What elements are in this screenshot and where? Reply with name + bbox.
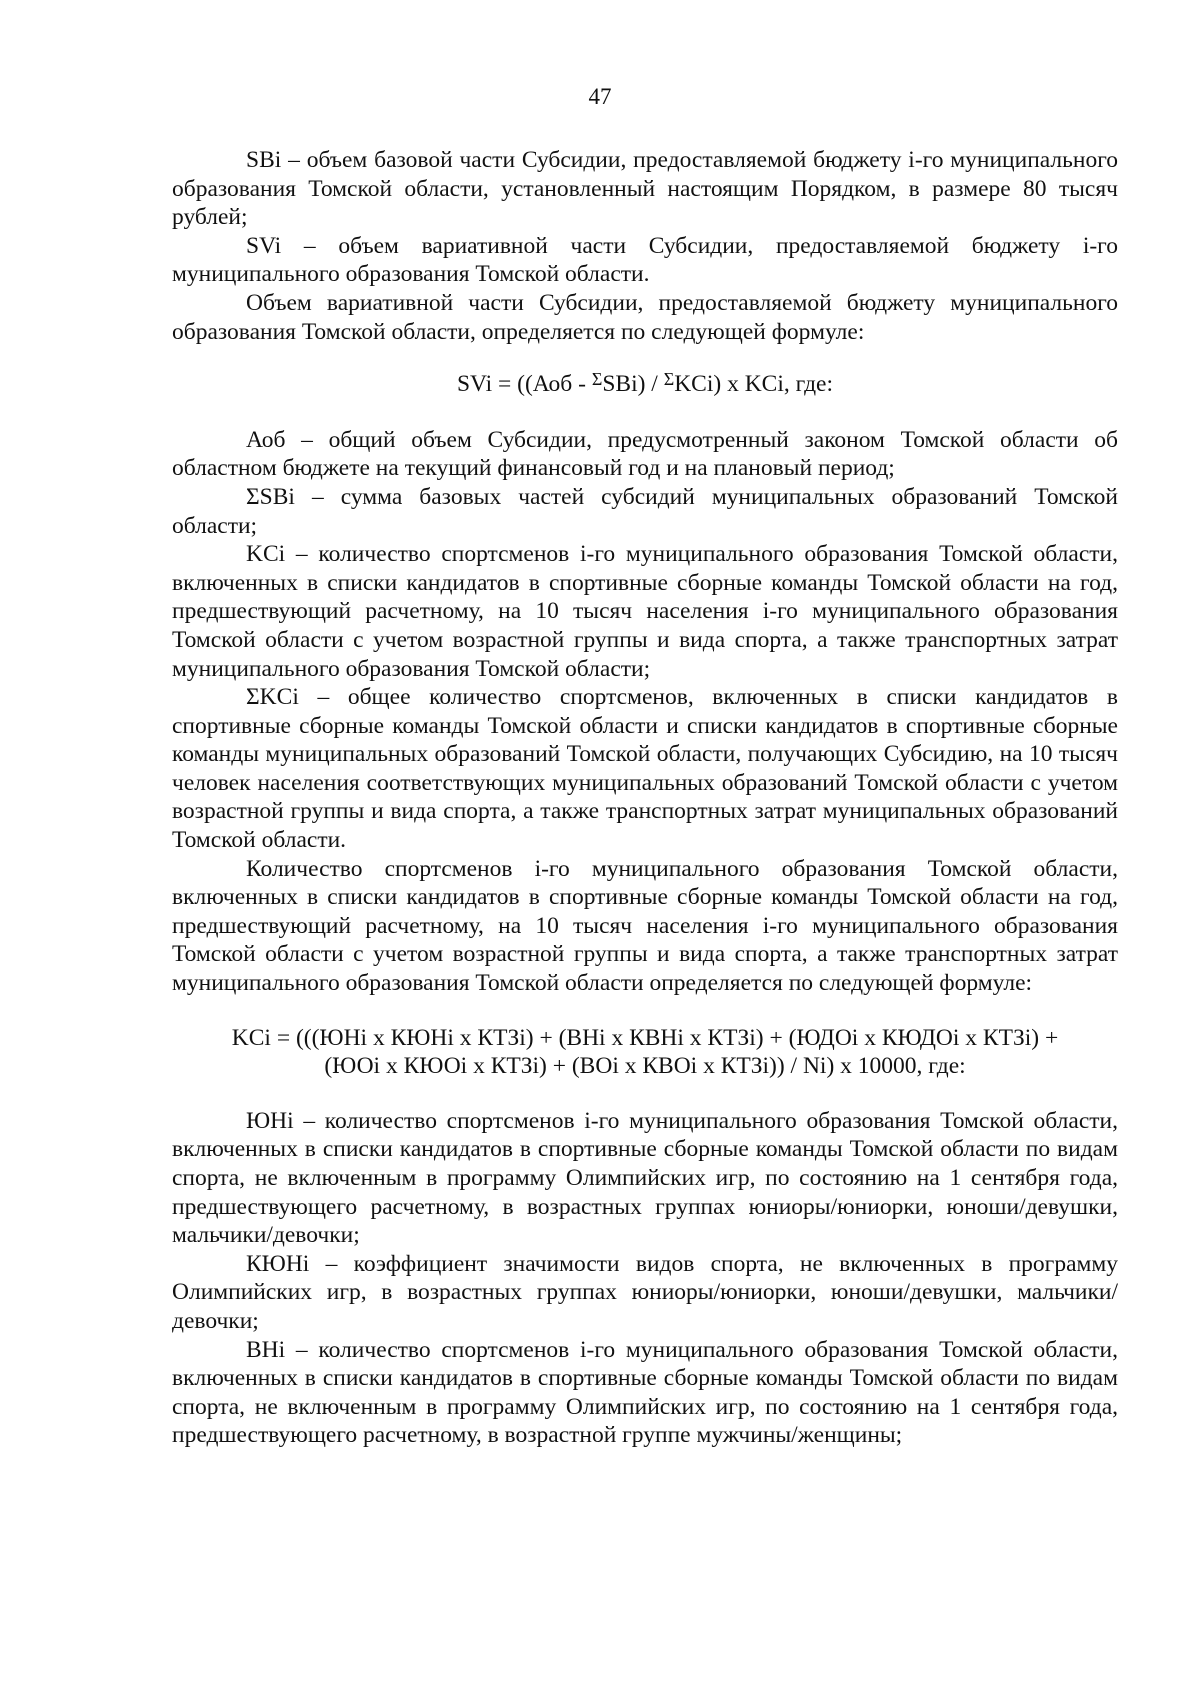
paragraph-kci-formula-intro: Количество спортсменов i-го муниципального образования Томской области, включенных в списки кандидатов в спортивные сборные команды Томской области на год, предшествующий расчетному, на 10 тысяч населения i-го муниципального образования Томской области с учетом возрастной группы и вида спорта, а также транспортных затрат муниципального образования Томской области определяется по следующей формуле: <box>172 855 1118 997</box>
document-body <box>172 146 1118 1450</box>
formula-svi-part1: SVi = ((Аоб - <box>456 371 592 398</box>
paragraph-vni-definition: ВНi – количество спортсменов i-го муниципального образования Томской области, включенных в списки кандидатов в спортивные сборные команды Томской области по видам спорта, не включенным в программу Олимпийских игр, по состоянию на 1 сентября года, предшествующего расчетному, в возрастной группе мужчины/женщины; <box>172 1336 1118 1449</box>
paragraph-aob-definition: Аоб – общий объем Субсидии, предусмотренный законом Томской области об областном бюджете на текущий финансовый год и на плановый период; <box>172 426 1118 482</box>
paragraph-svi-formula-intro: Объем вариативной части Субсидии, предоставляемой бюджету муниципального образования Томской области, определяется по следующей формуле: <box>172 289 1118 345</box>
paragraph-yuni-definition: ЮНi – количество спортсменов i-го муниципального образования Томской области, включенных в списки кандидатов в спортивные сборные команды Томской области по видам спорта, не включенным в программу Олимпийских игр, по состоянию на 1 сентября года, предшествующего расчетному, в возрастных группах юниоры/юниорки, юноши/девушки, мальчики/девочки; <box>172 1107 1118 1249</box>
paragraph-sum-kci-definition: ΣKCi – общее количество спортсменов, включенных в списки кандидатов в спортивные сборные команды Томской области и списки кандидатов в спортивные сборные команды муниципальных образований Томской области, получающих Субсидию, на 10 тысяч человек населения соответствующих муниципальных образований Томской области с учетом возрастной группы и вида спорта, а также транспортных затрат муниципальных образований Томской области. <box>172 684 1118 854</box>
paragraph-kci-definition: KCi – количество спортсменов i-го муниципального образования Томской области, включенных в списки кандидатов в спортивные сборные команды Томской области на год, предшествующий расчетному, на 10 тысяч населения i-го муниципального образования Томской области с учетом возрастной группы и вида спорта, а также транспортных затрат муниципального образования Томской области; <box>172 541 1118 682</box>
paragraph-sum-sbi-definition: ΣSBi – сумма базовых частей субсидий муниципальных образований Томской области; <box>172 483 1118 539</box>
paragraph-kyuni-definition: КЮНi – коэффициент значимости видов спорта, не включенных в программу Олимпийских игр, в возрастных группах юниоры/юниорки, юноши/девушки, мальчики/девочки; <box>172 1250 1118 1334</box>
paragraph-sbi-definition: SBi – объем базовой части Субсидии, предоставляемой бюджету i-го муниципального образования Томской области, установленный настоящим Порядком, в размере 80 тысяч рублей; <box>172 147 1118 231</box>
sigma-symbol: Σ <box>591 369 603 390</box>
paragraph-svi-definition: SVi – объем вариативной части Субсидии, предоставляемой бюджету i-го муниципального образования Томской области. <box>172 232 1118 288</box>
sigma-symbol: Σ <box>663 369 675 390</box>
formula-kci-line1: KCi = (((ЮНi x КЮНi x КТЗi) + (ВНi x КВНi x КТЗi) + (ЮДОi x КЮДОi x КТЗi) + <box>231 1024 1059 1051</box>
formula-kci-line2: (ЮОi x КЮОi x КТЗi) + (ВОi x КВОi x КТЗi)) / Ni) x 10000, где: <box>324 1053 966 1080</box>
formula-kci <box>172 1024 1118 1081</box>
formula-svi-part2: SBi) / <box>602 371 664 398</box>
formula-svi <box>172 370 1118 400</box>
page-number: 47 <box>588 84 612 109</box>
formula-svi-part3: KCi) x KCi, где: <box>674 371 834 398</box>
